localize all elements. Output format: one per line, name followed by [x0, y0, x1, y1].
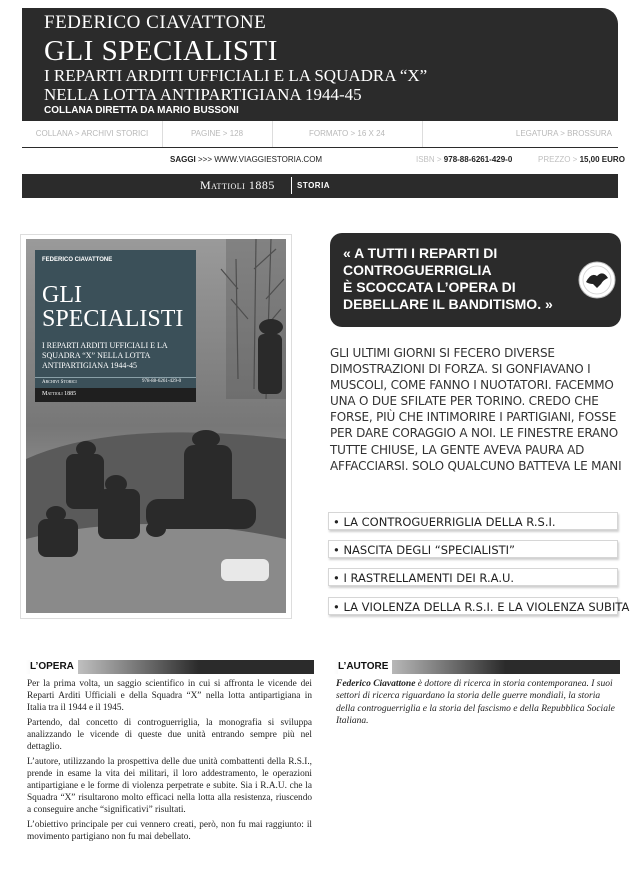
- opera-paragraph: L’autore, utilizzando la prospettiva delle due unità combattenti della R.S.I., prende in esame la vita dei militari, il loro addestramento, le operazioni antipartigiane e le forme di violenza perpetrate e subite. Sia i R.A.U. che la Squadra “X” risultarono molto efficaci nella lotta alla resistenza, riuscendo a conseguire anche “significativi” risultati.: [27, 757, 312, 815]
- website-link[interactable]: >>> WWW.VIAGGIESTORIA.COM: [195, 155, 323, 164]
- saggi-website[interactable]: [170, 148, 322, 172]
- excerpt-line: GLI ULTIMI GIORNI SI FECERO DIVERSE: [330, 346, 555, 360]
- book-subtitle-line2: NELLA LOTTA ANTIPARTIGIANA 1944-45: [44, 85, 362, 104]
- excerpt-line: FORSE, PIÙ CHE INTIMORIRE I PARTIGIANI, FOSSE: [330, 410, 617, 425]
- excerpt-line: TUTTE CHIUSE, LA GENTE AVEVA PAURA AD: [330, 442, 585, 457]
- autore-heading: L’AUTORE: [338, 660, 392, 674]
- opera-paragraph: L’obiettivo principale per cui vennero creati, però, non fu mai raggiunto: il movimento partigiano non fu mai debellato.: [27, 820, 312, 842]
- autore-heading-bar: [334, 660, 620, 674]
- info-row-2: [22, 148, 625, 172]
- opera-paragraph: Per la prima volta, un saggio scientifico in cui si affronta le vicende dei Reparti Arditi Ufficiali e della Squadra “X” nella lotta antipartigiana in Italia tra il 1944 e il 1945.: [27, 679, 312, 713]
- opera-heading-bar: [26, 660, 314, 674]
- header-band: [22, 8, 618, 121]
- cover-author: FEDERICO CIAVATTONE: [42, 257, 113, 263]
- isbn-label: ISBN >: [416, 155, 444, 164]
- autore-name: Federico Ciavattone: [336, 679, 416, 689]
- cover-subtitle: I REPARTI ARDITI UFFICIALI E LA SQUADRA “X” NELLA LOTTA ANTIPARTIGIANA 1944-45: [42, 341, 168, 370]
- cover-isbn: 978-88-6261-429-0: [142, 379, 182, 384]
- series-name: STORIA: [297, 181, 331, 190]
- quote-line1: « A TUTTI I REPARTI DI: [343, 245, 498, 261]
- book-title: GLI SPECIALISTI: [44, 35, 278, 67]
- excerpt-text: [330, 345, 620, 474]
- publisher-bar: [22, 174, 618, 198]
- autore-bio: è dottore di ricerca in storia contemporanea. I suoi settori di ricerca riguardano la storia delle guerre mondiali, la storia della controguerriglia e la storia del fascismo e della Repubblica Sociale Italiana.: [336, 679, 615, 726]
- isbn-value: 978-88-6261-429-0: [443, 155, 513, 164]
- excerpt-line: UNA O DUE SFILATE PER TORINO. CREDO CHE: [330, 394, 599, 409]
- excerpt-line: MUSCOLI, COME FANNO I NUOTATORI. FACEMMO: [330, 378, 614, 393]
- emblem-icon: [577, 260, 617, 300]
- price-info: [538, 148, 625, 172]
- quote-line2: CONTROGUERRIGLIA: [343, 262, 492, 278]
- autore-text: [336, 678, 619, 727]
- quote-line4: DEBELLARE IL BANDITISMO. »: [343, 296, 553, 312]
- binding-info: LEGATURA > BROSSURA: [515, 129, 612, 138]
- excerpt-line: PER DARE CORAGGIO A NOI. LE FINESTRE ERANO: [330, 426, 619, 441]
- book-cover: [35, 250, 196, 402]
- saggi-label: SAGGI: [170, 155, 196, 164]
- isbn-info: [416, 148, 512, 172]
- cover-title-line2: SPECIALISTI: [42, 306, 184, 332]
- format-info: FORMATO > 16 X 24: [272, 121, 423, 147]
- collana-director-name: MARIO BUSSONI: [157, 105, 239, 116]
- opera-text: [27, 678, 312, 846]
- bullet-item: • NASCITA DEGLI “SPECIALISTI”: [328, 540, 618, 558]
- info-row-1: [22, 121, 618, 148]
- quote-text: [343, 245, 553, 313]
- publisher-divider: [291, 177, 292, 194]
- cover-publisher: Mattioli 1885: [42, 391, 77, 397]
- pages-info: PAGINE > 128: [162, 121, 273, 147]
- quote-box: [330, 233, 621, 327]
- bullet-item: • LA VIOLENZA DELLA R.S.I. E LA VIOLENZA SUBITA: [328, 597, 618, 615]
- cover-title-line1: GLI: [42, 282, 82, 308]
- cover-series: Archivi Storici: [42, 380, 77, 385]
- price-value: 15,00 EURO: [579, 155, 625, 164]
- excerpt-line: DIMOSTRAZIONI DI FORZA. SI GONFIAVANO I: [330, 362, 591, 377]
- opera-paragraph: Partendo, dal concetto di controguerriglia, la monografia si sviluppa analizzando le vicende di queste due unità entrando sempre più nel dettaglio.: [27, 718, 312, 752]
- cover-info-row: [35, 377, 196, 388]
- book-subtitle-line1: I REPARTI ARDITI UFFICIALI E LA SQUADRA “X”: [44, 66, 428, 85]
- cover-publisher-bar: [35, 388, 196, 402]
- publisher-name: Mattioli 1885: [200, 178, 275, 192]
- collana-label: COLLANA DIRETTA DA: [44, 105, 155, 116]
- excerpt-line: AFFACCIARSI. SOLO QUALCUNO BATTEVA LE MANI: [330, 458, 622, 473]
- collana-director: [44, 105, 239, 116]
- quote-line3: È SCOCCATA L’OPERA DI: [343, 279, 516, 295]
- collana-info: COLLANA > ARCHIVI STORICI: [22, 121, 163, 147]
- bullet-item: • LA CONTROGUERRIGLIA DELLA R.S.I.: [328, 512, 618, 530]
- opera-heading: L’OPERA: [30, 660, 78, 674]
- bullet-item: • I RASTRELLAMENTI DEI R.A.U.: [328, 568, 618, 586]
- book-author: FEDERICO CIAVATTONE: [44, 12, 267, 33]
- price-label: PREZZO >: [538, 155, 580, 164]
